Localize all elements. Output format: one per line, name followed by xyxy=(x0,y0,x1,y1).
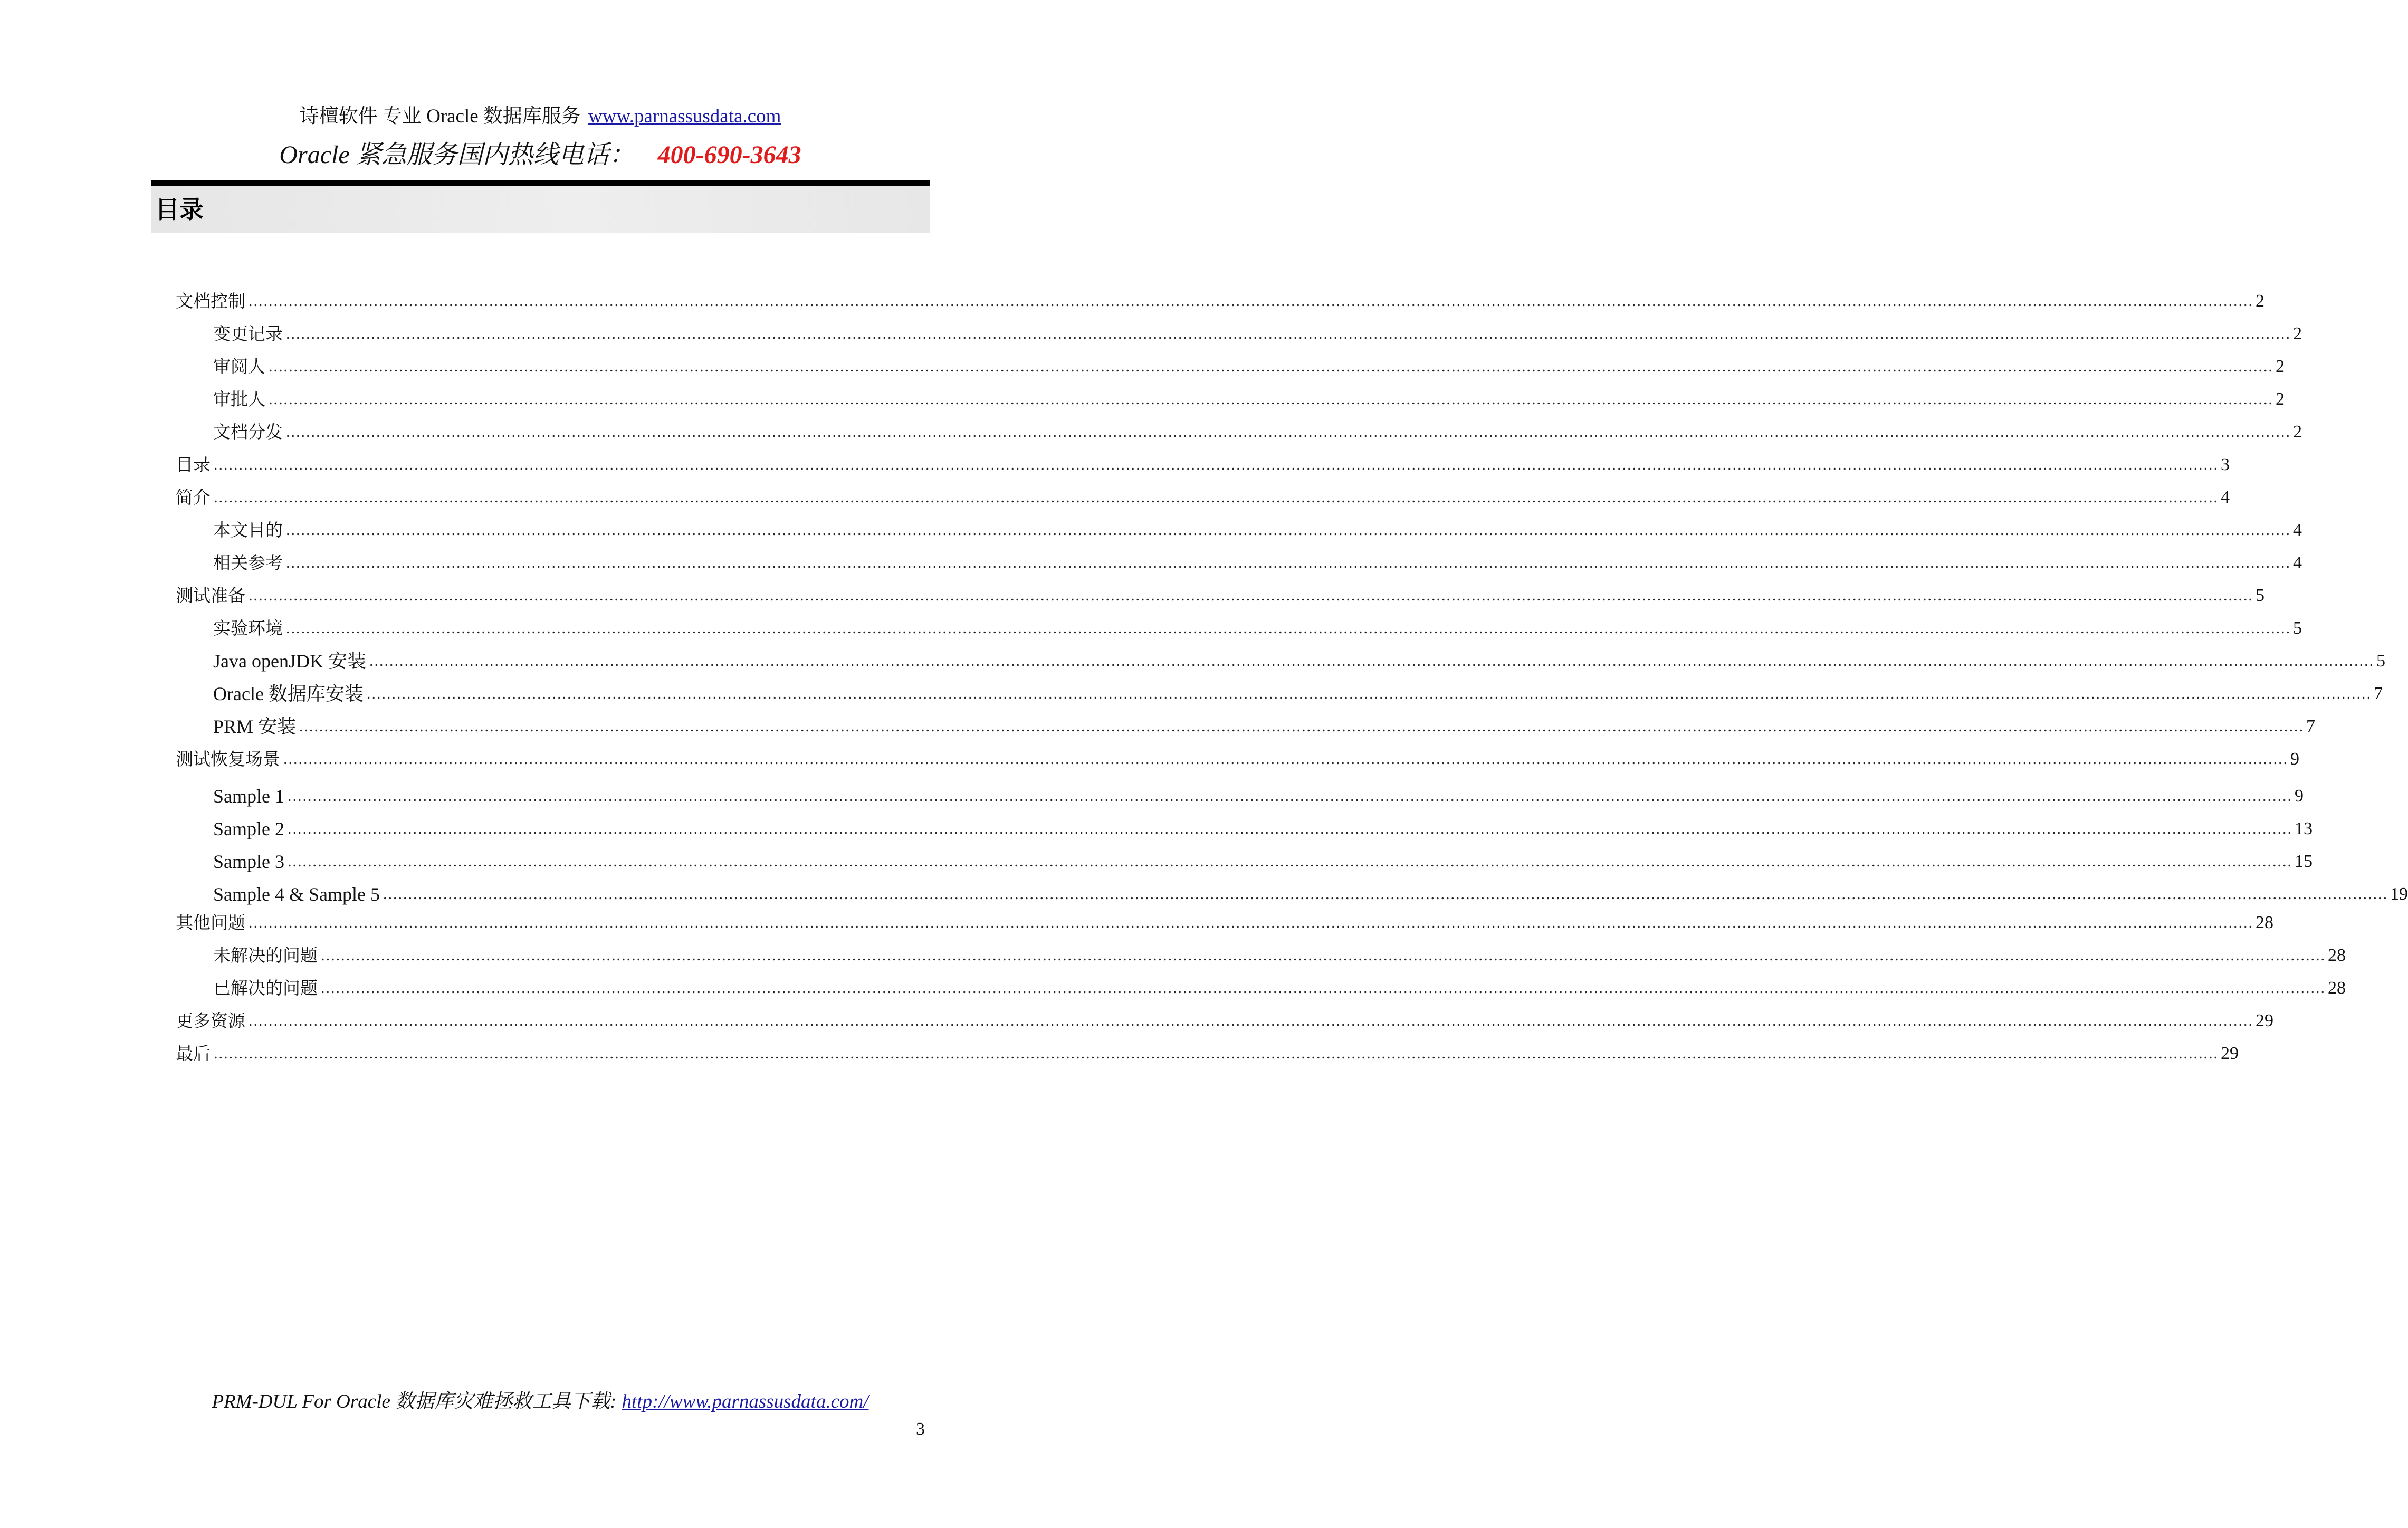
toc-entry-label: 目录 xyxy=(176,454,211,475)
toc-dot-leader: ................................................................................................................................................................................................................................................................................................................................................................................................................ xyxy=(283,750,2288,768)
toc-entry-label: 实验环境 xyxy=(213,618,283,638)
toc-dot-leader: ................................................................................................................................................................................................................................................................................................................................................................................................................ xyxy=(249,292,2253,310)
toc-entry[interactable] xyxy=(213,420,2302,444)
toc-entry-page: 19 xyxy=(2390,884,2408,904)
toc-entry[interactable] xyxy=(213,682,2383,706)
toc-entry[interactable] xyxy=(176,747,2299,771)
toc-entry[interactable] xyxy=(176,289,2264,313)
toc-entry[interactable] xyxy=(213,649,2385,673)
toc-entry[interactable] xyxy=(213,943,2346,968)
toc-entry[interactable] xyxy=(213,518,2302,542)
toc-entry-label: 相关参考 xyxy=(213,552,283,573)
toc-dot-leader: ................................................................................................................................................................................................................................................................................................................................................................................................................ xyxy=(286,521,2291,539)
toc-entry[interactable] xyxy=(176,911,2273,935)
toc-entry[interactable] xyxy=(213,882,2408,906)
toc-entry-label: 文档分发 xyxy=(213,422,283,442)
toc-entry-page: 9 xyxy=(2290,749,2299,769)
toc-dot-leader: ................................................................................................................................................................................................................................................................................................................................................................................................................ xyxy=(214,456,2219,473)
toc-entry[interactable] xyxy=(213,551,2302,575)
toc-entry-page: 15 xyxy=(2294,852,2313,871)
toc-entry-page: 28 xyxy=(2328,946,2346,965)
toc-entry-page: 5 xyxy=(2293,618,2302,638)
toc-entry-page: 13 xyxy=(2294,819,2313,838)
toc-entry-page: 28 xyxy=(2328,978,2346,998)
toc-dot-leader: ................................................................................................................................................................................................................................................................................................................................................................................................................ xyxy=(286,325,2291,342)
company-text: 诗檀软件 专业 Oracle 数据库服务 xyxy=(299,106,581,127)
toc-entry-label: 最后 xyxy=(176,1043,211,1064)
toc-entry-page: 9 xyxy=(2294,786,2304,806)
toc-entry[interactable] xyxy=(176,584,2264,608)
toc-entry-page: 5 xyxy=(2376,651,2385,671)
toc-entry-label: PRM 安装 xyxy=(213,716,297,737)
toc-entry-label: Sample 3 xyxy=(213,851,284,872)
toc-dot-leader: ................................................................................................................................................................................................................................................................................................................................................................................................................ xyxy=(287,820,2292,837)
toc-dot-leader: ................................................................................................................................................................................................................................................................................................................................................................................................................ xyxy=(366,685,2372,702)
toc-entry-label: 更多资源 xyxy=(176,1010,245,1031)
toc-dot-leader: ................................................................................................................................................................................................................................................................................................................................................................................................................ xyxy=(249,1012,2253,1029)
toc-entry-page: 7 xyxy=(2373,684,2383,703)
toc-entry-label: Sample 1 xyxy=(213,786,284,807)
toc-entry-label: 简介 xyxy=(176,487,211,508)
toc-dot-leader: ................................................................................................................................................................................................................................................................................................................................................................................................................ xyxy=(287,787,2292,805)
toc-dot-leader: ................................................................................................................................................................................................................................................................................................................................................................................................................ xyxy=(249,587,2253,604)
toc-entry-label: Java openJDK 安装 xyxy=(213,651,366,672)
toc-entry-label: 审批人 xyxy=(213,389,265,409)
toc-dot-leader: ................................................................................................................................................................................................................................................................................................................................................................................................................ xyxy=(286,554,2291,571)
toc-entry[interactable] xyxy=(213,849,2313,874)
toc-entry[interactable] xyxy=(176,453,2230,477)
toc-dot-leader: ................................................................................................................................................................................................................................................................................................................................................................................................................ xyxy=(249,914,2253,931)
page-number: 3 xyxy=(916,1419,925,1439)
hotline-label: Oracle 紧急服务国内热线电话： xyxy=(279,141,635,169)
toc-entry[interactable] xyxy=(213,714,2316,739)
toc-entry[interactable] xyxy=(213,817,2313,841)
toc-dot-leader: ................................................................................................................................................................................................................................................................................................................................................................................................................ xyxy=(299,718,2305,735)
section-title: 目录 xyxy=(155,195,204,224)
toc-entry-page: 2 xyxy=(2276,357,2285,376)
toc-dot-leader: ................................................................................................................................................................................................................................................................................................................................................................................................................ xyxy=(369,652,2374,670)
toc-entry-label: 文档控制 xyxy=(176,291,245,311)
toc-entry-label: 审阅人 xyxy=(213,356,265,377)
toc-entry[interactable] xyxy=(176,485,2230,510)
toc-entry-page: 4 xyxy=(2293,520,2302,540)
toc-entry-page: 2 xyxy=(2276,389,2285,409)
toc-entry-label: Oracle 数据库安装 xyxy=(213,683,364,704)
toc-entry[interactable] xyxy=(213,387,2285,412)
toc-entry-page: 4 xyxy=(2293,553,2302,572)
toc-entry-label: 测试恢复场景 xyxy=(176,749,280,769)
toc-dot-leader: ................................................................................................................................................................................................................................................................................................................................................................................................................ xyxy=(286,423,2291,441)
toc-entry-page: 3 xyxy=(2221,455,2230,474)
toc-entry[interactable] xyxy=(213,616,2302,641)
toc-entry-label: Sample 2 xyxy=(213,818,284,839)
toc-entry-page: 2 xyxy=(2256,291,2264,311)
toc-entry[interactable] xyxy=(213,976,2346,1000)
toc-entry[interactable] xyxy=(213,784,2304,808)
toc-dot-leader: ................................................................................................................................................................................................................................................................................................................................................................................................................ xyxy=(214,1045,2219,1062)
toc-dot-leader: ................................................................................................................................................................................................................................................................................................................................................................................................................ xyxy=(321,979,2326,997)
toc-dot-leader: ................................................................................................................................................................................................................................................................................................................................................................................................................ xyxy=(269,390,2273,408)
toc-entry-page: 4 xyxy=(2221,488,2230,507)
toc-entry-label: 未解决的问题 xyxy=(213,945,318,966)
footer xyxy=(0,1389,1081,1415)
toc-entry-page: 7 xyxy=(2306,717,2316,736)
toc-dot-leader: ................................................................................................................................................................................................................................................................................................................................................................................................................ xyxy=(286,619,2291,637)
toc-entry[interactable] xyxy=(176,1009,2273,1033)
toc-entry[interactable] xyxy=(213,355,2285,379)
toc-entry-page: 2 xyxy=(2293,422,2302,442)
footer-text: PRM-DUL For Oracle 数据库灾难拯救工具下载: xyxy=(212,1391,617,1412)
toc-entry-page: 5 xyxy=(2256,586,2264,605)
toc-entry-page: 29 xyxy=(2256,1011,2273,1030)
toc-entry-label: 已解决的问题 xyxy=(213,978,318,998)
toc-entry-label: 其他问题 xyxy=(176,912,245,933)
toc-entry-page: 28 xyxy=(2256,913,2273,932)
toc-entry-label: Sample 4 & Sample 5 xyxy=(213,884,380,905)
toc-entry[interactable] xyxy=(213,322,2302,346)
website-link[interactable]: www.parnassusdata.com xyxy=(588,106,781,127)
toc-entry-page: 2 xyxy=(2293,324,2302,343)
toc-dot-leader: ................................................................................................................................................................................................................................................................................................................................................................................................................ xyxy=(287,853,2292,870)
toc-dot-leader: ................................................................................................................................................................................................................................................................................................................................................................................................................ xyxy=(383,885,2388,903)
toc-entry-page: 29 xyxy=(2221,1044,2239,1063)
toc-entry-label: 变更记录 xyxy=(213,323,283,344)
toc-entry-label: 本文目的 xyxy=(213,520,283,540)
footer-link[interactable]: http://www.parnassusdata.com/ xyxy=(622,1391,869,1412)
toc-dot-leader: ................................................................................................................................................................................................................................................................................................................................................................................................................ xyxy=(269,358,2273,375)
toc-entry-label: 测试准备 xyxy=(176,585,245,606)
table-of-contents xyxy=(176,0,2408,1161)
hotline-number: 400-690-3643 xyxy=(657,141,801,169)
toc-entry[interactable] xyxy=(176,1042,2239,1066)
toc-dot-leader: ................................................................................................................................................................................................................................................................................................................................................................................................................ xyxy=(214,489,2219,506)
toc-dot-leader: ................................................................................................................................................................................................................................................................................................................................................................................................................ xyxy=(321,947,2326,964)
